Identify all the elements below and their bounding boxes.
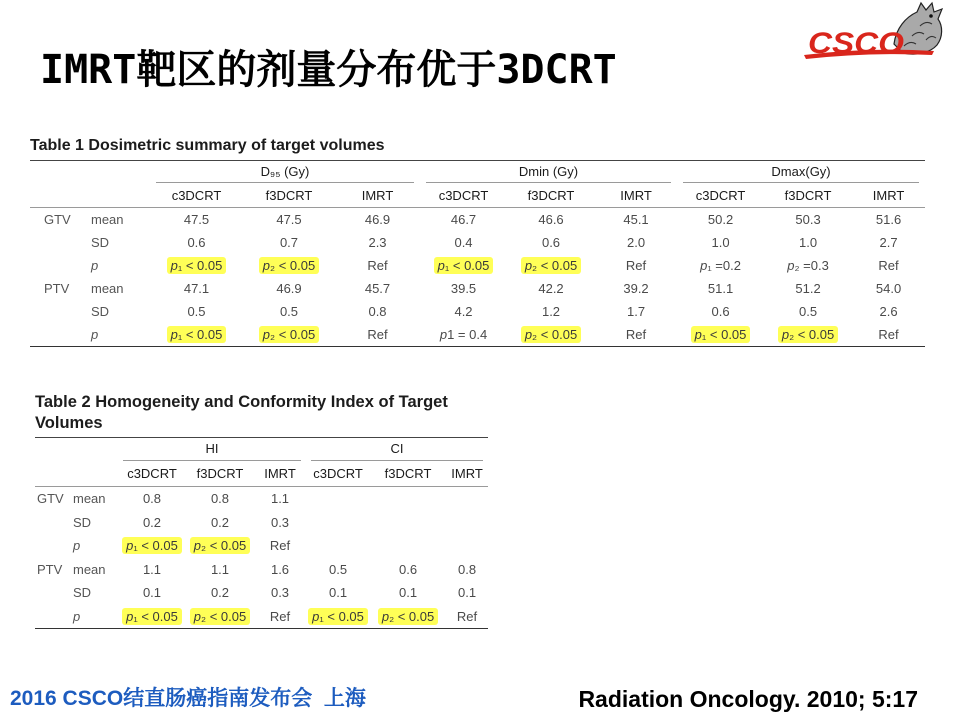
statistic-label: p	[91, 258, 99, 273]
highlighted-p-value: p₁ < 0.05	[691, 326, 751, 343]
highlighted-p-value: p₁ < 0.05	[434, 257, 494, 274]
column-header: c3DCRT	[150, 183, 243, 208]
table-cell: 45.7	[364, 281, 391, 296]
table-row	[30, 208, 925, 232]
table-cell: 46.6	[538, 212, 564, 227]
table-cell: 1.7	[626, 304, 646, 319]
column-header-row	[35, 461, 488, 487]
highlighted-p-value: p₁ < 0.05	[167, 326, 227, 343]
table-cell: 1.1	[210, 561, 230, 577]
table-cell: 2.6	[879, 304, 898, 319]
table-cell: 46.9	[364, 212, 391, 227]
statistic-label: mean	[73, 491, 106, 507]
table-cell: 2.0	[626, 235, 646, 250]
logo-text: CSCO	[808, 27, 904, 60]
table-row	[30, 323, 925, 347]
table-row	[35, 511, 488, 535]
table-cell: 0.1	[458, 585, 477, 601]
table-cell: 0.1	[142, 585, 162, 601]
table-row	[35, 605, 488, 629]
table-cell: 0.1	[398, 585, 418, 601]
table-cell: 47.1	[183, 281, 210, 296]
table-cell: 0.4	[454, 235, 473, 250]
table-cell: 0.5	[187, 304, 206, 319]
group-header-hi	[118, 438, 306, 462]
table-cell: 50.3	[795, 212, 821, 227]
statistic-label: mean	[91, 212, 124, 227]
table1-dosimetric-summary	[30, 160, 925, 347]
table-cell	[370, 534, 446, 558]
column-header-row	[30, 183, 925, 208]
table-cell: 0.5	[328, 561, 348, 577]
table-cell	[370, 605, 446, 629]
table-cell: Ref	[367, 327, 388, 342]
table-cell: 0.8	[210, 491, 230, 507]
table-cell	[243, 323, 335, 347]
table-cell: 51.2	[795, 281, 821, 296]
table-cell: Ref	[269, 608, 291, 624]
group-header-row	[35, 438, 488, 462]
table-cell: 39.5	[450, 281, 477, 296]
table-cell: 1.0	[798, 235, 818, 250]
table1-caption: Table 1 Dosimetric summary of target volumes	[30, 137, 385, 154]
table-cell	[306, 605, 370, 629]
statistic-label: p	[73, 538, 81, 554]
group-header-label: HI	[123, 438, 301, 461]
group-header-d95	[150, 161, 420, 184]
table-row	[30, 231, 925, 254]
table-cell	[677, 323, 764, 347]
highlighted-p-value: p₂ < 0.05	[259, 257, 319, 274]
blank-header-cell	[35, 461, 118, 487]
highlighted-p-value: p₁ < 0.05	[167, 257, 227, 274]
table-row	[35, 487, 488, 511]
footer-citation: Radiation Oncology. 2010; 5:17	[578, 686, 918, 712]
volume-label	[30, 300, 82, 323]
highlighted-p-value: p₂ < 0.05	[521, 326, 581, 343]
table-row	[30, 300, 925, 323]
column-header: IMRT	[446, 461, 488, 487]
volume-label	[30, 254, 82, 277]
column-header: c3DCRT	[420, 183, 507, 208]
table-cell	[186, 534, 254, 558]
table-cell	[370, 487, 446, 511]
table-cell: 2.7	[879, 235, 898, 250]
slide-title: IMRT靶区的剂量分布优于3DCRT	[40, 47, 617, 93]
table-cell	[150, 254, 243, 277]
table-cell	[446, 534, 488, 558]
group-header-label: Dmax(Gy)	[683, 161, 919, 183]
highlighted-p-value: p₁ < 0.05	[308, 608, 368, 625]
table-row	[35, 534, 488, 558]
blank-header-cell	[30, 161, 150, 184]
volume-label: GTV	[44, 212, 71, 227]
table-cell: p1 = 0.4	[439, 327, 488, 342]
column-header: f3DCRT	[243, 183, 335, 208]
table-cell	[507, 323, 595, 347]
table-cell: Ref	[456, 608, 478, 624]
column-header: IMRT	[335, 183, 420, 208]
highlighted-p-value: p₂ < 0.05	[521, 257, 581, 274]
group-header-dmax	[677, 161, 925, 184]
column-header: c3DCRT	[118, 461, 186, 487]
volume-label	[35, 511, 68, 535]
table-cell: Ref	[367, 258, 388, 273]
volume-label	[30, 231, 82, 254]
table-cell: 1.1	[270, 491, 290, 507]
volume-label: GTV	[37, 491, 64, 507]
group-header-label: D₉₅ (Gy)	[156, 161, 414, 183]
group-header-row	[30, 161, 925, 184]
table-cell: 0.6	[187, 235, 206, 250]
table-cell	[306, 534, 370, 558]
group-header-ci	[306, 438, 488, 462]
table-cell: 47.5	[183, 212, 210, 227]
statistic-label: p	[91, 327, 99, 342]
statistic-label: SD	[73, 514, 92, 530]
table-cell: 0.2	[210, 514, 230, 530]
statistic-label: SD	[73, 585, 92, 601]
volume-label	[35, 605, 68, 629]
table-cell: Ref	[878, 258, 899, 273]
table2-caption: Table 2 Homogeneity and Conformity Index of Target Volumes	[35, 393, 448, 432]
statistic-label: p	[73, 608, 81, 624]
highlighted-p-value: p₂ < 0.05	[190, 537, 250, 554]
table2-head	[35, 438, 488, 487]
table-cell: 0.3	[270, 514, 290, 530]
table-cell: 46.7	[450, 212, 477, 227]
table2-homogeneity-conformity	[35, 437, 488, 629]
highlighted-p-value: p₂ < 0.05	[259, 326, 319, 343]
table-cell: 0.7	[279, 235, 299, 250]
table-cell: 2.3	[368, 235, 387, 250]
table-row	[30, 254, 925, 277]
table-cell: 1.0	[711, 235, 730, 250]
column-header: IMRT	[595, 183, 677, 208]
column-header: c3DCRT	[306, 461, 370, 487]
table-cell: 0.2	[142, 514, 162, 530]
table-cell: 0.6	[398, 561, 418, 577]
column-header: c3DCRT	[677, 183, 764, 208]
table1-head	[30, 161, 925, 208]
table-cell	[306, 511, 370, 535]
highlighted-p-value: p₁ < 0.05	[122, 608, 182, 625]
table-cell	[507, 254, 595, 277]
column-header: f3DCRT	[764, 183, 852, 208]
table-cell	[370, 511, 446, 535]
table-cell: 1.6	[270, 561, 290, 577]
table-cell	[243, 254, 335, 277]
highlighted-p-value: p₂ < 0.05	[378, 608, 438, 625]
footer-event-title: 2016 CSCO结直肠癌指南发布会 上海	[10, 687, 366, 710]
table-cell	[118, 605, 186, 629]
highlighted-p-value: p₁ < 0.05	[122, 537, 182, 554]
table-cell: p₁ =0.2	[700, 258, 741, 273]
table-cell: 0.1	[328, 585, 348, 601]
table-cell	[446, 487, 488, 511]
table-cell: 42.2	[538, 281, 564, 296]
column-header: f3DCRT	[186, 461, 254, 487]
table-cell: 0.5	[279, 304, 299, 319]
table1-body	[30, 208, 925, 347]
table-cell: 0.6	[541, 235, 561, 250]
table-cell: 0.8	[458, 561, 477, 577]
volume-label	[35, 534, 68, 558]
table-cell: 47.5	[276, 212, 302, 227]
table-cell: 0.6	[711, 304, 730, 319]
table-cell: 1.2	[541, 304, 561, 319]
csco-logo	[800, 0, 945, 60]
table-cell: 46.9	[276, 281, 302, 296]
table-row	[35, 558, 488, 582]
table-cell: 4.2	[454, 304, 473, 319]
statistic-label: SD	[91, 304, 110, 319]
table2-body	[35, 487, 488, 629]
table-cell	[186, 605, 254, 629]
highlighted-p-value: p₂ < 0.05	[190, 608, 250, 625]
table-cell	[306, 487, 370, 511]
table-cell: p₂ =0.3	[787, 258, 829, 273]
statistic-label: SD	[91, 235, 110, 250]
table-cell: Ref	[878, 327, 899, 342]
volume-label: PTV	[44, 281, 70, 296]
statistic-label: mean	[73, 561, 106, 577]
table-cell: 0.3	[270, 585, 290, 601]
table-cell	[118, 534, 186, 558]
statistic-label: mean	[91, 281, 124, 296]
table-cell	[764, 323, 852, 347]
table-cell: 50.2	[707, 212, 734, 227]
group-header-label: Dmin (Gy)	[426, 161, 671, 183]
table-cell: 54.0	[875, 281, 902, 296]
table-cell: 0.5	[798, 304, 818, 319]
table-cell	[150, 323, 243, 347]
column-header: IMRT	[254, 461, 306, 487]
table-cell: Ref	[625, 258, 647, 273]
table-cell: Ref	[625, 327, 647, 342]
table-cell: 0.2	[210, 585, 230, 601]
table-cell: 45.1	[623, 212, 649, 227]
table-cell: 51.6	[875, 212, 902, 227]
volume-label	[35, 581, 68, 605]
column-header: IMRT	[852, 183, 925, 208]
group-header-label: CI	[311, 438, 483, 461]
table-cell: 51.1	[707, 281, 734, 296]
volume-label	[30, 323, 82, 347]
table-cell: 0.8	[142, 491, 162, 507]
table-cell: Ref	[269, 538, 291, 554]
column-header: f3DCRT	[507, 183, 595, 208]
volume-label: PTV	[37, 561, 63, 577]
table-row	[30, 277, 925, 300]
column-header: f3DCRT	[370, 461, 446, 487]
table-cell	[420, 254, 507, 277]
table-cell: 0.8	[368, 304, 387, 319]
table-cell: 1.1	[142, 561, 162, 577]
blank-header-cell	[30, 183, 150, 208]
highlighted-p-value: p₂ < 0.05	[778, 326, 838, 343]
table-cell	[446, 511, 488, 535]
table-cell: 39.2	[623, 281, 649, 296]
table-row	[35, 581, 488, 605]
blank-header-cell	[35, 438, 118, 462]
group-header-dmin	[420, 161, 677, 184]
